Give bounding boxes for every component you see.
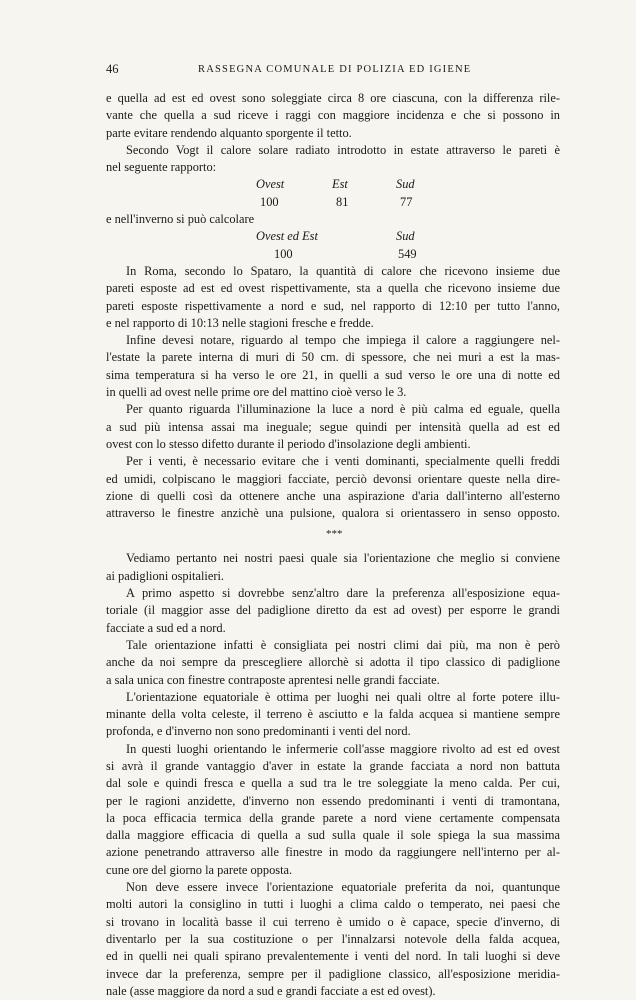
- section-separator: [106, 522, 560, 550]
- paragraph-9: [106, 637, 560, 689]
- text-line: attraverso le finestre anzichè una pulsione, qualora si orientassero in senso opposto.: [106, 506, 560, 521]
- text-line: a sud più intensa assai ma ineguale; segue quindi per intensità quella ad est ed: [106, 419, 560, 434]
- paragraph-12: [106, 879, 560, 1000]
- text-line: dal sole e quindi fresca e quella a sud tra le tre soleggiate la meno calda. Per cui,: [106, 776, 560, 791]
- table-header-row: [106, 176, 560, 193]
- text-line: l'estate la parete interna di muri di 50 cm. di spessore, che nei muri a est la mas-: [106, 350, 560, 365]
- heat-ratio-table: [106, 176, 560, 262]
- text-line: parte evitare rendendo alquanto sporgente il tetto.: [106, 125, 352, 140]
- text-line: invece dar la preferenza, sempre per il padiglione classico, all'esposizione meridia-: [106, 966, 560, 981]
- text-line: nale (asse maggiore da nord a sud e grandi facciate a est ed ovest).: [106, 983, 436, 998]
- text-line: facciate a sud ed a nord.: [106, 620, 226, 635]
- text-line: diventarlo per la sua costituzione o per l'innalzarsi notevole della falda acquea,: [106, 931, 560, 946]
- running-header: [106, 64, 560, 80]
- page-number: 46: [106, 62, 119, 76]
- table-header-row: [106, 228, 560, 245]
- paragraph-4: [106, 332, 560, 401]
- paragraph-3: [106, 263, 560, 332]
- table-row: [106, 194, 560, 211]
- table-header: Sud: [396, 177, 415, 192]
- text-line: minante della volta celeste, il terreno è asciutto e la falda acquea si mantiene sempre: [106, 707, 560, 722]
- text-line: azione penetrando attraverso alle finestre in modo da raggiungere nell'interno per al-: [106, 845, 560, 860]
- text-line: profonda, e d'inverno non sono predominanti i venti del nord.: [106, 724, 411, 739]
- table-cell: 77: [400, 194, 413, 209]
- table-cell: 100: [260, 194, 279, 209]
- text-line: per le ragioni anzidette, d'inverno non essendo predominanti i venti di tramontana,: [106, 793, 560, 808]
- text-line: e nel rapporto di 10:13 nelle stagioni fresche e fredde.: [106, 315, 374, 330]
- text-line: toriale (il maggior asse del padiglione diretto da est ad ovest) per esporre le grandi: [106, 603, 560, 618]
- text-line: Per i venti, è necessario evitare che i venti dominanti, specialmente quelli freddi: [126, 454, 560, 469]
- text-line: a sala unica con finestre contraposte aprentesi nelle grandi facciate.: [106, 672, 440, 687]
- text-line: ai padiglioni ospitalieri.: [106, 568, 225, 583]
- paragraph-2: [106, 142, 560, 177]
- text-line: anche da noi sempre da prescegliere allorchè si adotta il tipo classico di padiglione: [106, 655, 560, 670]
- body-text: [106, 90, 560, 1000]
- text-line: In Roma, secondo lo Spataro, la quantità di calore che ricevono insieme due: [126, 263, 560, 278]
- asterism: ***: [326, 528, 343, 541]
- table-cell: 81: [336, 194, 349, 209]
- paragraph-7: [106, 550, 560, 585]
- text-line: Tale orientazione infatti è consigliata pei nostri climi dai più, ma non è però: [126, 637, 560, 652]
- table-cell: 100: [274, 246, 293, 261]
- table-header: Est: [332, 177, 348, 192]
- text-line: In questi luoghi orientando le infermerie coll'asse maggiore rivolto ad est ed ovest: [126, 741, 560, 756]
- text-line: ed in quelli nei quali spirano prevalentemente i venti del nord. In tali luoghi si deve: [106, 949, 560, 964]
- text-line: ovest con lo stesso difetto durante il periodo d'insolazione degli ambienti.: [106, 436, 471, 451]
- paragraph-5: [106, 401, 560, 453]
- text-line: sima temperatura si ha verso le ore 21, in quelli a sud verso le ore una di notte ed: [106, 367, 560, 382]
- text-line: Vediamo pertanto nei nostri paesi quale sia l'orientazione che meglio si conviene: [126, 551, 560, 566]
- text-line: L'orientazione equatoriale è ottima per luoghi nei quali oltre al forte potere illu-: [126, 689, 560, 704]
- paragraph-8: [106, 585, 560, 637]
- text-line: si avrà il grande vantaggio d'aver in estate la grande facciata a nord non battuta: [106, 758, 560, 773]
- text-line: la poca efficacia termica della grande parete a nord viene certamente compensata: [106, 810, 560, 825]
- text-line: molti autori la consiglino in tutti i luoghi a clima caldo o temperato, nei paesi che: [106, 897, 560, 912]
- running-title: RASSEGNA COMUNALE DI POLIZIA ED IGIENE: [198, 64, 472, 75]
- text-line: si trovano in località basse il cui terreno è umido o è capace, specie d'inverno, di: [106, 914, 560, 929]
- text-line: pareti esposte ad est ed ovest rispettivamente, sta a quella che ricevono insieme due: [106, 281, 560, 296]
- text-line: Infine devesi notare, riguardo al tempo che impiega il calore a raggiungere nel-: [126, 333, 560, 348]
- text-line: e quella ad est ed ovest sono soleggiate circa 8 ore ciascuna, con la differenza rile-: [106, 91, 560, 105]
- table-row: [106, 246, 560, 263]
- text-line: Non deve essere invece l'orientazione equatoriale preferita da noi, quantunque: [126, 880, 560, 895]
- text-line: zione di quelli così da ottenere anche una aspirazione d'aria dall'interno all'esterno: [106, 488, 560, 503]
- table-cell: 549: [398, 246, 417, 261]
- text-line: cune ore del giorno la parete opposta.: [106, 862, 293, 877]
- text-line: pareti esposte rispettivamente a nord e sud, nel rapporto di 12:10 per tutto l'anno,: [106, 298, 560, 313]
- table-header: Ovest ed Est: [256, 229, 318, 244]
- text-line: A primo aspetto si dovrebbe senz'altro dare la preferenza all'esposizione equa-: [126, 586, 560, 601]
- text-line: vante che quella a sud riceve i raggi con maggiore incidenza e che si possono in: [106, 108, 560, 123]
- paragraph-6: [106, 453, 560, 522]
- table-row: [106, 211, 560, 228]
- paragraph-10: [106, 689, 560, 741]
- text-line: ed umidi, colpiscano le maggiori facciate, perciò devonsi orientare queste nella dire-: [106, 471, 560, 486]
- text-line: Per quanto riguarda l'illuminazione la luce a nord è più calma ed eguale, quella: [126, 402, 560, 417]
- text-line: in quelli ad ovest nelle prime ore del mattino cioè verso le 3.: [106, 385, 407, 400]
- winter-intro: e nell'inverno si può calcolare: [106, 212, 255, 227]
- text-line: dalla maggiore efficacia di quella a sud sulla quale il sole spiega la sua massima: [106, 828, 560, 843]
- text-line: nel seguente rapporto:: [106, 160, 217, 175]
- table-header: Sud: [396, 229, 415, 244]
- paragraph-11: [106, 741, 560, 879]
- table-header: Ovest: [256, 177, 285, 192]
- text-line: Secondo Vogt il calore solare radiato introdotto in estate attraverso le pareti è: [126, 142, 560, 157]
- paragraph-1: [106, 90, 560, 142]
